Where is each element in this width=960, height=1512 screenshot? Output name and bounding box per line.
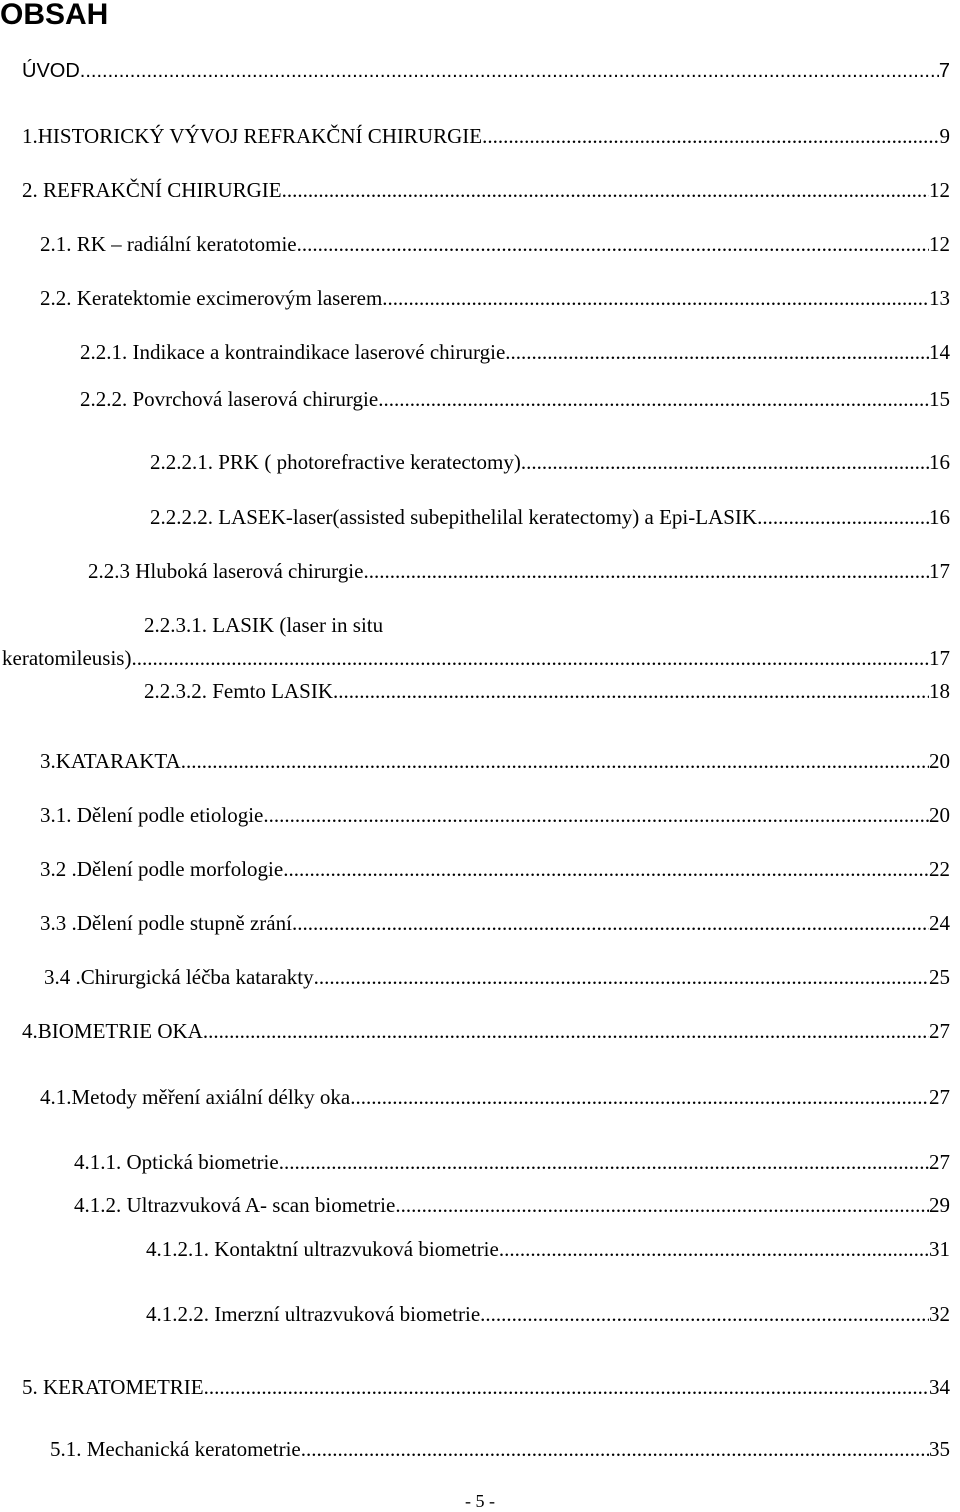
toc-entry-page: 13: [929, 286, 950, 310]
toc-entry-page: 27: [929, 1019, 950, 1043]
toc-leader: [482, 123, 939, 149]
toc-leader: [279, 1149, 929, 1175]
toc-entry-page: 20: [929, 749, 950, 773]
toc-entry-lasik[interactable]: [2, 645, 950, 671]
toc-leader: [263, 802, 929, 828]
toc-entry-chirurgicka-lecba[interactable]: [44, 964, 950, 990]
toc-leader: [314, 964, 929, 990]
toc-entry-page: 24: [929, 911, 950, 935]
toc-entry-imerzni-biometrie[interactable]: [146, 1301, 950, 1327]
toc-leader: [203, 1018, 929, 1044]
toc-entry-title: 4.1.2.1. Kontaktní ultrazvuková biometrie: [146, 1237, 499, 1261]
toc-entry-page: 12: [929, 232, 950, 256]
toc-leader: [283, 856, 929, 882]
toc-entry-title: 2.2.1. Indikace a kontraindikace laserové chirurgie: [80, 340, 506, 364]
toc-leader: [333, 678, 929, 704]
toc-entry-hluboka[interactable]: [88, 558, 950, 584]
toc-leader: [131, 645, 929, 671]
toc-entry-title: 2.2.2.1. PRK ( photorefractive keratectomy): [150, 450, 521, 474]
toc-leader: [363, 558, 929, 584]
toc-entry-rk[interactable]: [40, 231, 950, 257]
toc-entry-page: 16: [929, 505, 950, 529]
toc-entry-title: 5.1. Mechanická keratometrie: [50, 1437, 301, 1461]
toc-entry-title: 4.1.Metody měření axiální délky oka: [40, 1085, 351, 1109]
toc-entry-title: 4.1.2. Ultrazvuková A- scan biometrie: [74, 1193, 396, 1217]
toc-entry-katarakta[interactable]: [40, 748, 950, 774]
toc-entry-title: 3.KATARAKTA: [40, 749, 181, 773]
toc-entry-page: 16: [929, 450, 950, 474]
toc-leader: [757, 504, 929, 530]
toc-entry-title: 2.1. RK – radiální keratotomie: [40, 232, 297, 256]
toc-entry-title: 4.1.1. Optická biometrie: [74, 1150, 279, 1174]
toc-leader: [282, 177, 929, 203]
toc-entry-title: ÚVOD: [22, 60, 80, 82]
toc-entry-title: keratomileusis): [2, 646, 132, 670]
toc-entry-deleni-morfologie[interactable]: [40, 856, 950, 882]
toc-entry-page: 7: [938, 60, 950, 82]
toc-entry-page: 32: [929, 1302, 950, 1326]
toc-entry-title: 2.2. Keratektomie excimerovým laserem: [40, 286, 383, 310]
toc-entry-page: 27: [929, 1085, 950, 1109]
toc-entry-title: 4.BIOMETRIE OKA: [22, 1019, 203, 1043]
toc-entry-title: 2.2.3.2. Femto LASIK: [144, 679, 333, 703]
toc-leader: [382, 285, 929, 311]
toc-leader: [181, 748, 929, 774]
toc-entry-historicky-vyvoj[interactable]: [22, 123, 950, 149]
toc-entry-biometrie-oka[interactable]: [22, 1018, 950, 1044]
toc-entry-deleni-zrani[interactable]: [40, 910, 950, 936]
toc-entry-page: 17: [929, 646, 950, 670]
toc-entry-mechanicka-keratometrie[interactable]: [50, 1436, 950, 1462]
toc-entry-title: 2.2.2. Povrchová laserová chirurgie: [80, 387, 379, 411]
toc-entry-lasek[interactable]: [150, 504, 950, 530]
toc-entry-femto-lasik[interactable]: [144, 678, 950, 704]
toc-entry-page: 18: [929, 679, 950, 703]
toc-entry-lasik-line1[interactable]: 2.2.3.1. LASIK (laser in situ: [144, 613, 384, 637]
toc-entry-title: 3.4 .Chirurgická léčba katarakty: [44, 965, 314, 989]
toc-leader: [204, 1374, 929, 1400]
toc-entry-page: 31: [929, 1237, 950, 1261]
toc-entry-title: 4.1.2.2. Imerzní ultrazvuková biometrie: [146, 1302, 481, 1326]
toc-entry-page: 34: [929, 1375, 950, 1399]
toc-entry-page: 22: [929, 857, 950, 881]
toc-entry-title: 3.2 .Dělení podle morfologie: [40, 857, 284, 881]
toc-entry-povrchova[interactable]: [80, 386, 950, 412]
toc-entry-keratometrie[interactable]: [22, 1374, 950, 1400]
toc-entry-page: 17: [929, 559, 950, 583]
toc-leader: [521, 449, 929, 475]
toc-entry-title: 3.1. Dělení podle etiologie: [40, 803, 264, 827]
toc-entry-keratektomie[interactable]: [40, 285, 950, 311]
toc-entry-page: 29: [929, 1193, 950, 1217]
toc-entry-page: 9: [939, 124, 950, 148]
toc-leader: [505, 339, 929, 365]
toc-entry-page: 27: [929, 1150, 950, 1174]
toc-entry-prk[interactable]: [150, 449, 950, 475]
toc-entry-ultrazvukova-biometrie[interactable]: [74, 1192, 950, 1218]
toc-entry-deleni-etiologie[interactable]: [40, 802, 950, 828]
page-number: - 5 -: [465, 1491, 495, 1511]
toc-entry-uvod[interactable]: [22, 58, 950, 84]
toc-leader: [297, 231, 929, 257]
toc-leader: [292, 910, 929, 936]
toc-entry-page: 14: [929, 340, 950, 364]
toc-entry-page: 25: [929, 965, 950, 989]
toc-leader: [80, 58, 939, 84]
toc-entry-page: 35: [929, 1437, 950, 1461]
toc-entry-refrakcni-chirurgie[interactable]: [22, 177, 950, 203]
toc-entry-page: 20: [929, 803, 950, 827]
toc-entry-title: 2. REFRAKČNÍ CHIRURGIE: [22, 178, 282, 202]
toc-entry-kontaktni-biometrie[interactable]: [146, 1236, 950, 1262]
toc-leader: [378, 386, 929, 412]
toc-entry-title: 3.3 .Dělení podle stupně zrání: [40, 911, 292, 935]
toc-leader: [499, 1236, 929, 1262]
toc-entry-title: 2.2.3 Hluboká laserová chirurgie: [88, 559, 364, 583]
toc-leader: [395, 1192, 929, 1218]
toc-leader: [301, 1436, 929, 1462]
toc-entry-title: 2.2.2.2. LASEK-laser(assisted subepithelilal keratectomy) a Epi-LASIK: [150, 505, 758, 529]
toc-entry-page: 12: [929, 178, 950, 202]
toc-entry-title: 1.HISTORICKÝ VÝVOJ REFRAKČNÍ CHIRURGIE: [22, 124, 483, 148]
toc-leader: [480, 1301, 929, 1327]
toc-entry-page: 15: [929, 387, 950, 411]
toc-entry-title: 5. KERATOMETRIE: [22, 1375, 204, 1399]
toc-leader: [350, 1084, 929, 1110]
toc-entry-opticka-biometrie[interactable]: [74, 1149, 950, 1175]
page-title: OBSAH: [0, 0, 109, 31]
toc-entry-indikace[interactable]: [80, 339, 950, 365]
toc-entry-metody-mereni[interactable]: [40, 1084, 950, 1110]
